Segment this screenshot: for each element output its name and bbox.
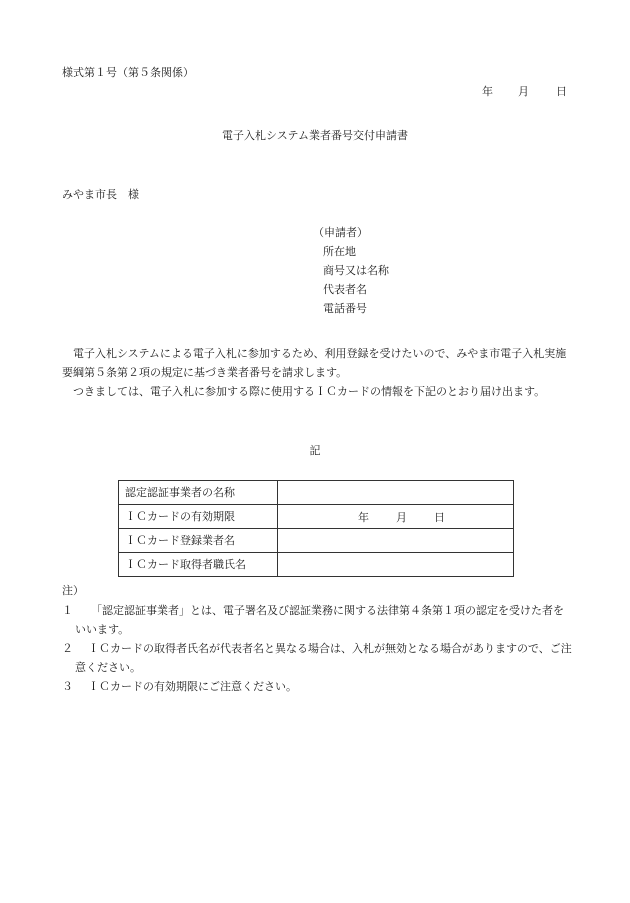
- notes-list: [62, 601, 574, 696]
- note-number: １: [62, 604, 73, 617]
- date-day-label: 日: [556, 85, 567, 98]
- applicant-address-label: 所在地: [323, 245, 356, 258]
- notes-title: 注）: [62, 584, 84, 597]
- date-month-label: 月: [518, 85, 529, 98]
- note-number: ３: [62, 680, 73, 693]
- expiry-day-label: 日: [434, 511, 445, 524]
- table-label-cell: ＩＣカード登録業者名: [119, 529, 278, 553]
- table-row: [119, 529, 514, 553]
- applicant-heading: （申請者）: [313, 226, 368, 239]
- document-title: 電子入札システム業者番号交付申請書: [222, 129, 408, 142]
- note-text: ＩＣカードの取得者氏名が代表者名と異なる場合は、入札が無効となる場合がありますので、ご注意ください。: [75, 642, 572, 674]
- note-text: ＩＣカードの有効期限にご注意ください。: [88, 680, 297, 693]
- note-number: ２: [62, 642, 73, 655]
- note-text: 「認定認証事業者」とは、電子署名及び認証業務に関する法律第４条第１項の認定を受けた者をいいます。: [75, 604, 564, 636]
- body-paragraph: つきましては、電子入札に参加する際に使用するＩＣカードの情報を下記のとおり届け出ます。: [73, 385, 546, 398]
- note-item: [62, 677, 574, 696]
- note-item: [62, 601, 574, 639]
- table-value-cell: [278, 553, 514, 577]
- note-item: [62, 639, 574, 677]
- table-row: [119, 481, 514, 505]
- ic-card-info-table: [118, 480, 514, 577]
- table-label-cell: ＩＣカードの有効期限: [119, 505, 278, 529]
- expiry-month-label: 月: [396, 511, 407, 524]
- form-number: 様式第１号（第５条関係）: [62, 66, 194, 79]
- applicant-block: [313, 226, 389, 315]
- applicant-phone-label: 電話番号: [323, 302, 367, 315]
- table-value-cell: [278, 529, 514, 553]
- body-paragraph: 電子入札システムによる電子入札に参加するため、利用登録を受けたいので、みやま市電子入札実施要綱第５条第２項の規定に基づき業者番号を請求します。: [62, 347, 567, 379]
- expiry-year-label: 年: [358, 511, 369, 524]
- date-year-label: 年: [482, 85, 493, 98]
- table-row: [119, 553, 514, 577]
- ki-heading: 記: [309, 444, 321, 457]
- table-label-cell: 認定認証事業者の名称: [119, 481, 278, 505]
- table-label-cell: ＩＣカード取得者職氏名: [119, 553, 278, 577]
- applicant-representative-label: 代表者名: [323, 283, 367, 296]
- table-row: [119, 505, 514, 529]
- body-text: [62, 344, 571, 401]
- applicant-company-name-label: 商号又は名称: [323, 264, 389, 277]
- table-value-cell: [278, 481, 514, 505]
- table-value-cell: [278, 505, 514, 529]
- addressee: みやま市長 様: [62, 188, 139, 201]
